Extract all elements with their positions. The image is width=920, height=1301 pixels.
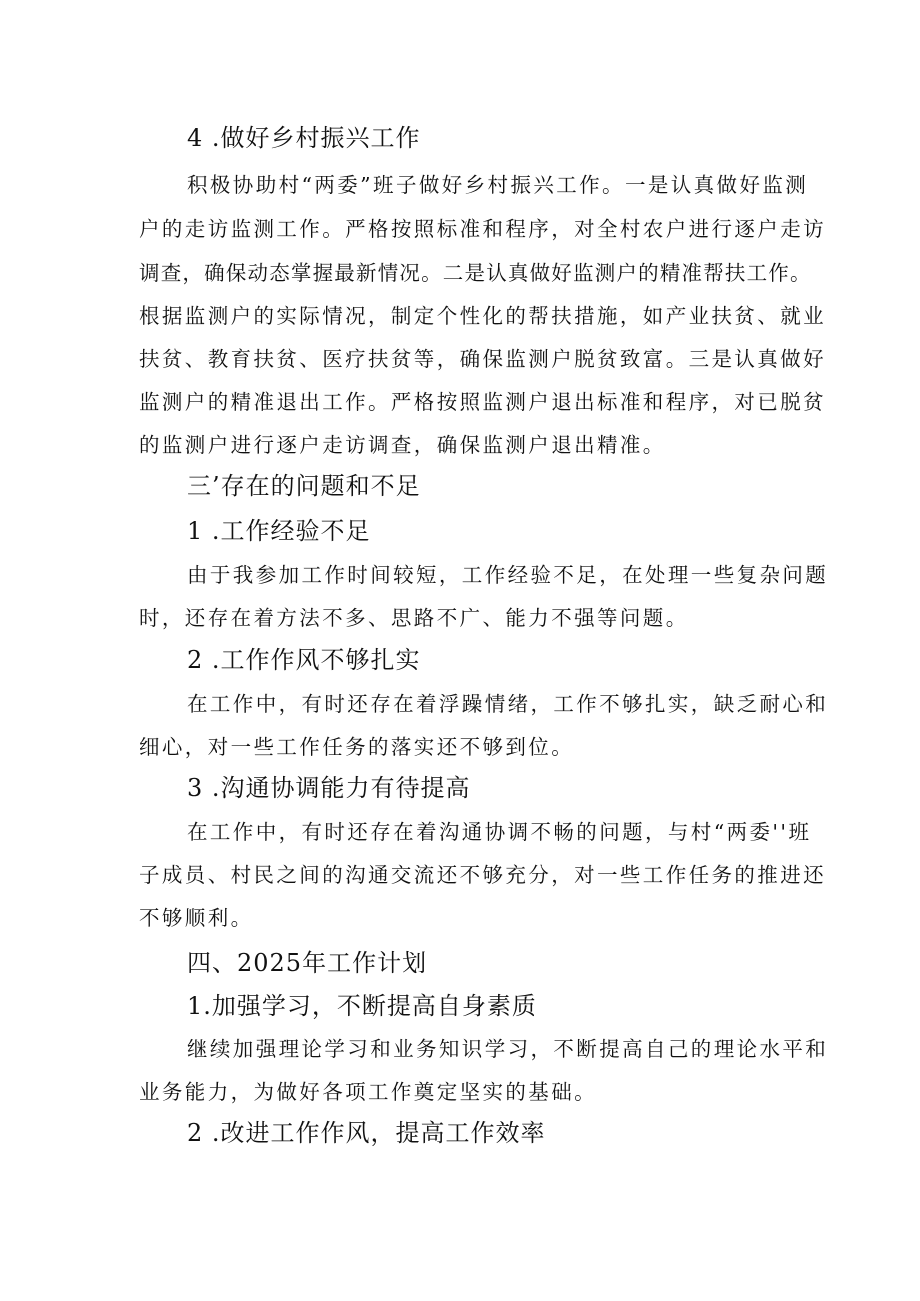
section-heading-three: 三’存在的问题和不足: [187, 472, 421, 500]
sub-heading-2: 2 .工作作风不够扎实: [187, 646, 421, 674]
paragraph-line: 不够顺利。: [139, 906, 254, 930]
sub-heading-1: 1 .工作经验不足: [187, 517, 371, 545]
paragraph-line: 在工作中，有时还存在着浮躁情绪，工作不够扎实，缺乏耐心和: [187, 692, 829, 716]
paragraph-line: 时，还存在着方法不多、思路不广、能力不强等问题。: [139, 606, 689, 630]
paragraph-line: 由于我参加工作时间较短，工作经验不足，在处理一些复杂问题: [187, 563, 829, 587]
paragraph-line: 在工作中，有时还存在着沟通协调不畅的问题，与村“两委''班: [187, 820, 812, 844]
section-heading-four: 四、2025年工作计划: [187, 949, 428, 977]
sub-heading-plan-1: 1.加强学习，不断提高自身素质: [187, 992, 537, 1020]
paragraph-line: 根据监测户的实际情况，制定个性化的帮扶措施，如产业扶贫、就业: [139, 304, 826, 328]
paragraph-line: 扶贫、教育扶贫、医疗扶贫等，确保监测户脱贫致富。三是认真做好: [139, 347, 826, 371]
paragraph-line: 积极协助村“两委”班子做好乡村振兴工作。一是认真做好监测: [187, 173, 809, 197]
sub-heading-3: 3 .沟通协调能力有待提高: [187, 774, 471, 802]
paragraph-line: 细心，对一些工作任务的落实还不够到位。: [139, 735, 575, 759]
paragraph-line: 户的走访监测工作。严格按照标准和程序，对全村农户进行逐户走访: [139, 217, 826, 241]
paragraph-line: 业务能力，为做好各项工作奠定坚实的基础。: [139, 1080, 597, 1104]
sub-heading-plan-2: 2 .改进工作作风，提高工作效率: [187, 1119, 546, 1147]
section-heading-4: 4 .做好乡村振兴工作: [187, 124, 421, 152]
paragraph-line: 调查，确保动态掌握最新情况。二是认真做好监测户的精准帮扶工作。: [139, 261, 812, 285]
paragraph-line: 子成员、村民之间的沟通交流还不够充分，对一些工作任务的推进还: [139, 863, 826, 887]
paragraph-line: 继续加强理论学习和业务知识学习，不断提高自己的理论水平和: [187, 1037, 829, 1061]
paragraph-line: 的监测户进行逐户走访调查，确保监测户退出精准。: [139, 433, 666, 457]
paragraph-line: 监测户的精准退出工作。严格按照监测户退出标准和程序，对已脱贫: [139, 390, 826, 414]
